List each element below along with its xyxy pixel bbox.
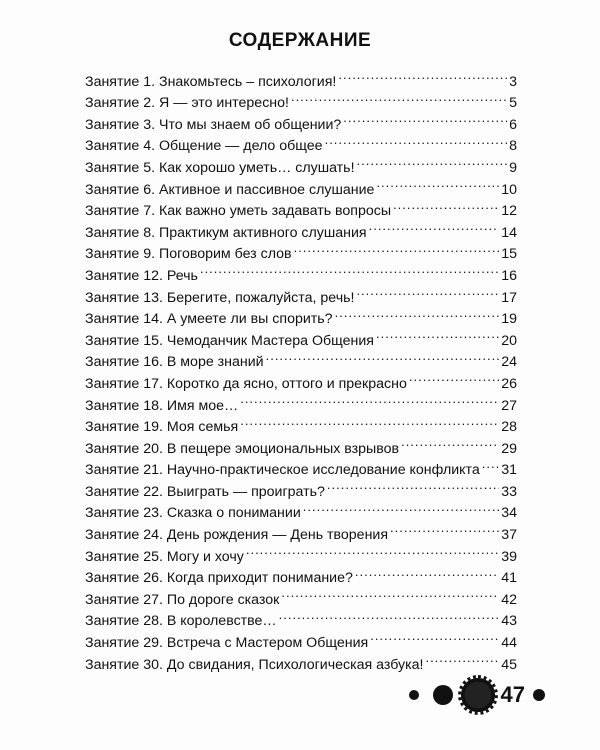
toc-entry-title: Занятие 1. Знакомьтесь – психология! bbox=[85, 73, 337, 90]
toc-entry-page: 20 bbox=[501, 332, 517, 349]
toc-entry-page: 28 bbox=[501, 419, 517, 436]
toc-entry-title: Занятие 5. Как хорошо уметь… слушать! bbox=[85, 159, 355, 176]
toc-leader-dots bbox=[294, 237, 500, 259]
toc-entry-title: Занятие 19. Моя семья bbox=[85, 419, 239, 436]
toc-entry-title: Занятие 18. Имя мое… bbox=[85, 397, 239, 414]
toc-leader-dots bbox=[356, 280, 499, 302]
toc-entry-page: 39 bbox=[501, 548, 517, 565]
toc-entry-page: 45 bbox=[501, 656, 517, 673]
toc-entry-title: Занятие 3. Что мы знаем об общении? bbox=[85, 116, 342, 133]
table-of-contents bbox=[85, 64, 517, 673]
decorative-dot-icon bbox=[409, 690, 419, 700]
toc-leader-dots bbox=[376, 323, 499, 345]
page-title: СОДЕРЖАНИЕ bbox=[228, 30, 372, 51]
toc-leader-dots bbox=[240, 388, 499, 410]
toc-leader-dots bbox=[327, 474, 499, 496]
toc-entry-title: Занятие 24. День рождения — День творения bbox=[85, 527, 389, 544]
page-number: 47 bbox=[500, 682, 525, 707]
toc-leader-dots bbox=[369, 215, 500, 237]
toc-entry-page: 3 bbox=[509, 73, 517, 90]
toc-entry-page: 26 bbox=[501, 375, 517, 392]
toc-leader-dots bbox=[343, 107, 507, 129]
toc-entry-title: Занятие 25. Могу и хочу bbox=[85, 548, 244, 565]
toc-leader-dots bbox=[291, 86, 507, 108]
toc-entry-page: 42 bbox=[501, 591, 517, 608]
toc-entry-page: 16 bbox=[501, 267, 517, 284]
toc-leader-dots bbox=[390, 517, 499, 539]
toc-entry-page: 44 bbox=[501, 635, 517, 652]
toc-entry-page: 14 bbox=[501, 224, 517, 241]
decorative-dot-icon bbox=[533, 689, 545, 701]
toc-entry-page: 27 bbox=[501, 397, 517, 414]
toc-entry-page: 12 bbox=[501, 203, 517, 220]
toc-entry-title: Занятие 20. В пещере эмоциональных взрывов bbox=[85, 440, 400, 457]
toc-entry-title: Занятие 29. Встреча с Мастером Общения bbox=[85, 635, 369, 652]
toc-entry-page: 9 bbox=[509, 159, 517, 176]
toc-entry-title: Занятие 16. В море знаний bbox=[85, 354, 264, 371]
toc-entry-page: 19 bbox=[501, 311, 517, 328]
toc-leader-dots bbox=[355, 561, 499, 583]
toc-leader-dots bbox=[393, 194, 499, 216]
toc-entry-page: 8 bbox=[509, 138, 517, 155]
toc-entry-title: Занятие 12. Речь bbox=[85, 267, 198, 284]
toc-entry-page: 17 bbox=[501, 289, 517, 306]
toc-entry-page: 37 bbox=[501, 527, 517, 544]
toc-entry-page: 15 bbox=[501, 246, 517, 263]
toc-entry-page: 41 bbox=[501, 570, 517, 587]
toc-leader-dots bbox=[200, 258, 499, 280]
toc-leader-dots bbox=[303, 496, 499, 518]
toc-entry-page: 33 bbox=[501, 483, 517, 500]
toc-entry bbox=[85, 64, 517, 90]
toc-entry-title: Занятие 28. В королевстве… bbox=[85, 613, 277, 630]
toc-entry-title: Занятие 2. Я — это интересно! bbox=[85, 95, 289, 112]
toc-leader-dots bbox=[240, 410, 499, 432]
toc-entry-page: 31 bbox=[501, 462, 517, 479]
toc-entry-title: Занятие 9. Поговорим без слов bbox=[85, 246, 292, 263]
toc-entry-title: Занятие 30. До свидания, Психологическая азбука! bbox=[85, 656, 424, 673]
toc-leader-dots bbox=[246, 539, 499, 561]
toc-entry-page: 29 bbox=[501, 440, 517, 457]
toc-entry-page: 43 bbox=[501, 613, 517, 630]
toc-leader-dots bbox=[409, 366, 499, 388]
toc-leader-dots bbox=[266, 345, 500, 367]
toc-leader-dots bbox=[425, 647, 499, 669]
toc-leader-dots bbox=[357, 150, 508, 172]
toc-entry-page: 34 bbox=[501, 505, 517, 522]
toc-leader-dots bbox=[482, 453, 499, 475]
page-footer bbox=[409, 672, 545, 718]
toc-leader-dots bbox=[335, 302, 500, 324]
toc-entry-page: 6 bbox=[509, 116, 517, 133]
toc-entry-page: 5 bbox=[509, 95, 517, 112]
toc-entry-title: Занятие 14. А умеете ли вы спорить? bbox=[85, 311, 333, 328]
toc-entry-page: 10 bbox=[501, 181, 517, 198]
toc-leader-dots bbox=[279, 604, 500, 626]
toc-leader-dots bbox=[325, 129, 508, 151]
toc-entry-title: Занятие 15. Чемоданчик Мастера Общения bbox=[85, 332, 374, 349]
toc-entry-title: Занятие 17. Коротко да ясно, оттого и прекрасно bbox=[85, 375, 407, 392]
toc-entry-page: 24 bbox=[501, 354, 517, 371]
toc-entry-title: Занятие 4. Общение — дело общее bbox=[85, 138, 323, 155]
toc-entry-title: Занятие 22. Выиграть — проиграть? bbox=[85, 483, 325, 500]
toc-entry-title: Занятие 21. Научно-практическое исследование конфликта bbox=[85, 462, 480, 479]
decorative-dot-icon bbox=[433, 685, 453, 705]
toc-entry-title: Занятие 8. Практикум активного слушания bbox=[85, 224, 367, 241]
toc-entry-title: Занятие 26. Когда приходит понимание? bbox=[85, 570, 353, 587]
toc-leader-dots bbox=[338, 64, 507, 86]
toc-entry-title: Занятие 23. Сказка о понимании bbox=[85, 505, 301, 522]
toc-entry-title: Занятие 13. Берегите, пожалуйста, речь! bbox=[85, 289, 355, 306]
toc-entry-title: Занятие 6. Активное и пассивное слушание bbox=[85, 181, 375, 198]
decorative-badge-icon bbox=[461, 678, 495, 712]
toc-entry-title: Занятие 27. По дороге сказок bbox=[85, 591, 280, 608]
toc-leader-dots bbox=[401, 431, 499, 453]
toc-leader-dots bbox=[370, 625, 499, 647]
toc-leader-dots bbox=[376, 172, 499, 194]
toc-leader-dots bbox=[281, 582, 499, 604]
toc-entry-title: Занятие 7. Как важно уметь задавать вопросы bbox=[85, 203, 392, 220]
